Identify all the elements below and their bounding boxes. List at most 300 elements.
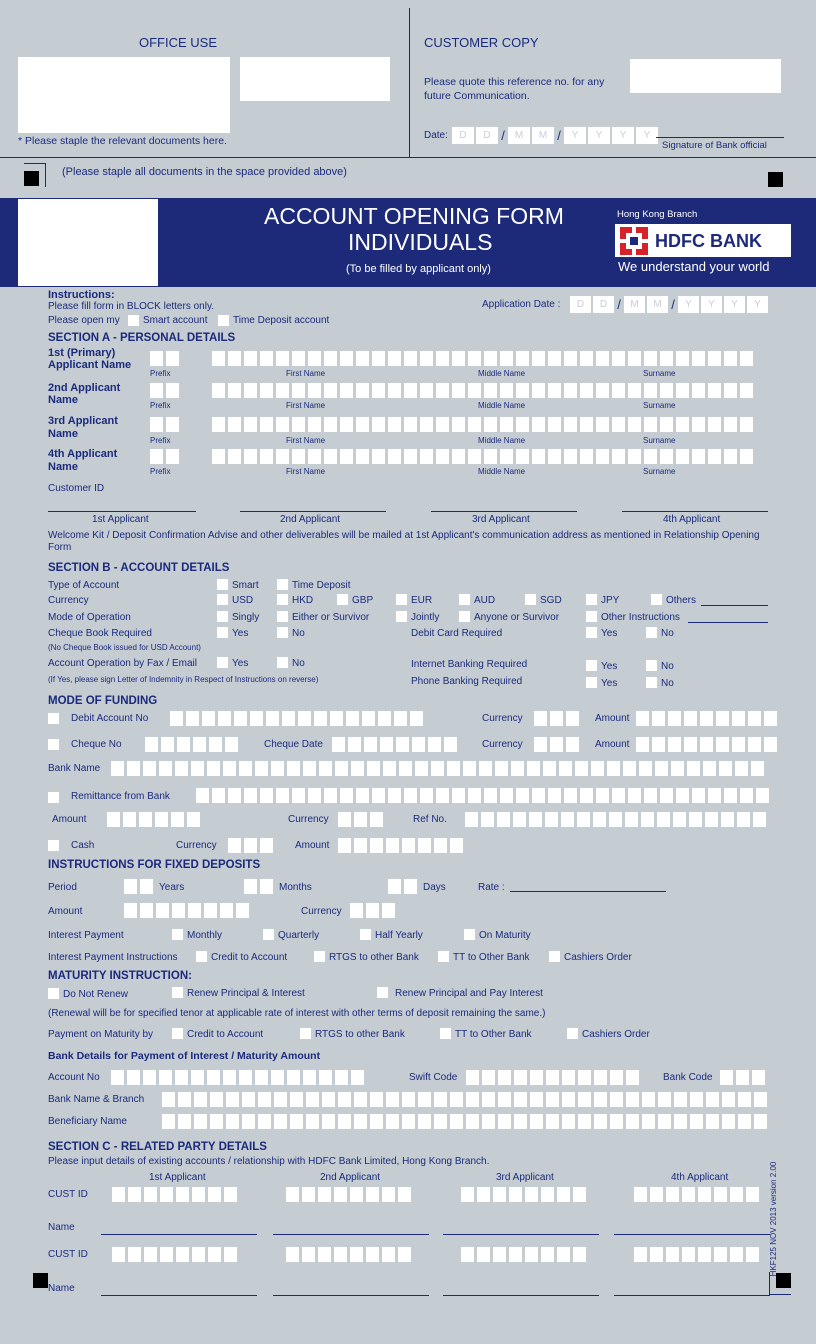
char-cell[interactable] (481, 812, 494, 827)
char-cell[interactable] (730, 1187, 743, 1202)
char-cell[interactable] (452, 788, 465, 803)
char-cell[interactable] (338, 812, 351, 827)
char-cell[interactable] (532, 788, 545, 803)
char-cell[interactable] (224, 1187, 237, 1202)
char-cell[interactable] (236, 903, 249, 918)
char-cell[interactable] (150, 417, 163, 432)
char-cell[interactable] (212, 449, 225, 464)
char-cell[interactable] (550, 711, 563, 726)
char-cell[interactable] (466, 1070, 479, 1085)
char-cell[interactable] (463, 761, 476, 776)
char-cell[interactable] (650, 1247, 663, 1262)
char-cell[interactable] (534, 711, 547, 726)
char-cell[interactable] (634, 1187, 647, 1202)
char-cell[interactable] (708, 449, 721, 464)
swift-code-cells[interactable] (466, 1070, 639, 1085)
char-cell[interactable] (350, 903, 363, 918)
char-cell[interactable] (338, 838, 351, 853)
char-cell[interactable] (545, 812, 558, 827)
remittance-amount-cells[interactable] (107, 812, 200, 827)
char-cell[interactable] (466, 1092, 479, 1107)
fax-no-checkbox[interactable] (277, 657, 288, 668)
char-cell[interactable] (176, 1247, 189, 1262)
char-cell[interactable] (722, 1114, 735, 1129)
char-cell[interactable] (192, 1247, 205, 1262)
char-cell[interactable] (399, 761, 412, 776)
char-cell[interactable] (418, 1092, 431, 1107)
char-cell[interactable] (420, 449, 433, 464)
sgd-checkbox[interactable] (525, 594, 536, 605)
char-cell[interactable] (498, 1092, 511, 1107)
char-cell[interactable] (509, 1247, 522, 1262)
char-cell[interactable] (461, 1187, 474, 1202)
char-cell[interactable] (573, 1247, 586, 1262)
other-instructions-line[interactable] (688, 622, 768, 623)
char-cell[interactable] (366, 1187, 379, 1202)
maturity-rtgs-checkbox[interactable] (300, 1028, 311, 1039)
char-cell[interactable] (660, 417, 673, 432)
char-cell[interactable] (452, 449, 465, 464)
char-cell[interactable] (420, 351, 433, 366)
char-cell[interactable] (191, 761, 204, 776)
char-cell[interactable] (652, 737, 665, 752)
char-cell[interactable] (634, 1247, 647, 1262)
date-cell[interactable]: Y (747, 296, 768, 313)
char-cell[interactable] (671, 761, 684, 776)
related-name-line-2a[interactable] (101, 1295, 257, 1296)
related-name-line-2c[interactable] (443, 1295, 599, 1296)
char-cell[interactable] (527, 761, 540, 776)
char-cell[interactable] (335, 761, 348, 776)
char-cell[interactable] (166, 449, 179, 464)
char-cell[interactable] (402, 838, 415, 853)
char-cell[interactable] (145, 737, 158, 752)
char-cell[interactable] (591, 761, 604, 776)
char-cell[interactable] (306, 1092, 319, 1107)
char-cell[interactable] (372, 417, 385, 432)
char-cell[interactable] (383, 761, 396, 776)
char-cell[interactable] (666, 1187, 679, 1202)
char-cell[interactable] (322, 1114, 335, 1129)
char-cell[interactable] (516, 351, 529, 366)
char-cell[interactable] (740, 449, 753, 464)
char-cell[interactable] (644, 449, 657, 464)
char-cell[interactable] (431, 761, 444, 776)
cheque-no-cells[interactable] (145, 737, 238, 752)
char-cell[interactable] (628, 417, 641, 432)
char-cell[interactable] (564, 417, 577, 432)
char-cell[interactable] (660, 383, 673, 398)
char-cell[interactable] (580, 417, 593, 432)
char-cell[interactable] (418, 838, 431, 853)
char-cell[interactable] (186, 711, 199, 726)
char-cell[interactable] (404, 788, 417, 803)
char-cell[interactable] (334, 1247, 347, 1262)
char-cell[interactable] (498, 1114, 511, 1129)
char-cell[interactable] (562, 1070, 575, 1085)
char-cell[interactable] (150, 351, 163, 366)
period-months-cells[interactable] (244, 879, 273, 894)
char-cell[interactable] (708, 383, 721, 398)
char-cell[interactable] (398, 1247, 411, 1262)
char-cell[interactable] (207, 1070, 220, 1085)
char-cell[interactable] (676, 417, 689, 432)
char-cell[interactable] (692, 417, 705, 432)
char-cell[interactable] (260, 788, 273, 803)
char-cell[interactable] (191, 1070, 204, 1085)
fd-currency-cells[interactable] (350, 903, 395, 918)
char-cell[interactable] (396, 737, 409, 752)
char-cell[interactable] (354, 1114, 367, 1129)
debit-card-no-checkbox[interactable] (646, 627, 657, 638)
char-cell[interactable] (318, 1187, 331, 1202)
debit-account-checkbox[interactable] (48, 713, 59, 724)
char-cell[interactable] (594, 1114, 607, 1129)
char-cell[interactable] (292, 417, 305, 432)
maturity-credit-account-checkbox[interactable] (172, 1028, 183, 1039)
char-cell[interactable] (420, 417, 433, 432)
char-cell[interactable] (721, 812, 734, 827)
char-cell[interactable] (354, 1092, 367, 1107)
anyone-survivor-checkbox[interactable] (459, 611, 470, 622)
char-cell[interactable] (479, 761, 492, 776)
char-cell[interactable] (228, 351, 241, 366)
char-cell[interactable] (318, 1247, 331, 1262)
char-cell[interactable] (223, 1070, 236, 1085)
char-cell[interactable] (228, 788, 241, 803)
remittance-currency-cells[interactable] (338, 812, 383, 827)
char-cell[interactable] (266, 711, 279, 726)
char-cell[interactable] (394, 711, 407, 726)
char-cell[interactable] (513, 812, 526, 827)
char-cell[interactable] (404, 351, 417, 366)
char-cell[interactable] (676, 449, 689, 464)
char-cell[interactable] (748, 711, 761, 726)
char-cell[interactable] (690, 1114, 703, 1129)
char-cell[interactable] (500, 788, 513, 803)
char-cell[interactable] (319, 761, 332, 776)
char-cell[interactable] (500, 449, 513, 464)
char-cell[interactable] (561, 812, 574, 827)
maturity-tt-checkbox[interactable] (440, 1028, 451, 1039)
char-cell[interactable] (250, 711, 263, 726)
char-cell[interactable] (324, 417, 337, 432)
char-cell[interactable] (162, 1114, 175, 1129)
interest-tt-checkbox[interactable] (438, 951, 449, 962)
char-cell[interactable] (162, 1092, 175, 1107)
cheque-amount-cells[interactable] (636, 737, 777, 752)
char-cell[interactable] (112, 1187, 125, 1202)
date-cell[interactable]: D (476, 127, 498, 144)
char-cell[interactable] (532, 351, 545, 366)
char-cell[interactable] (546, 1114, 559, 1129)
char-cell[interactable] (404, 449, 417, 464)
cheque-checkbox[interactable] (48, 739, 59, 750)
char-cell[interactable] (461, 1247, 474, 1262)
char-cell[interactable] (641, 812, 654, 827)
char-cell[interactable] (447, 761, 460, 776)
char-cell[interactable] (612, 351, 625, 366)
char-cell[interactable] (682, 1247, 695, 1262)
debit-currency-cells[interactable] (534, 711, 579, 726)
char-cell[interactable] (682, 1187, 695, 1202)
char-cell[interactable] (466, 1114, 479, 1129)
char-cell[interactable] (559, 761, 572, 776)
jointly-checkbox[interactable] (396, 611, 407, 622)
char-cell[interactable] (674, 1114, 687, 1129)
char-cell[interactable] (482, 1070, 495, 1085)
char-cell[interactable] (609, 812, 622, 827)
char-cell[interactable] (170, 711, 183, 726)
char-cell[interactable] (127, 1070, 140, 1085)
fax-yes-checkbox[interactable] (217, 657, 228, 668)
char-cell[interactable] (150, 383, 163, 398)
char-cell[interactable] (258, 1092, 271, 1107)
char-cell[interactable] (308, 383, 321, 398)
date-cell[interactable]: Y (724, 296, 745, 313)
char-cell[interactable] (210, 1092, 223, 1107)
char-cell[interactable] (194, 1092, 207, 1107)
char-cell[interactable] (612, 417, 625, 432)
char-cell[interactable] (516, 788, 529, 803)
cash-checkbox[interactable] (48, 840, 59, 851)
char-cell[interactable] (642, 1114, 655, 1129)
char-cell[interactable] (514, 1114, 527, 1129)
date-cell[interactable]: M (624, 296, 645, 313)
char-cell[interactable] (276, 417, 289, 432)
char-cell[interactable] (468, 788, 481, 803)
char-cell[interactable] (287, 761, 300, 776)
rate-line[interactable] (510, 891, 666, 892)
char-cell[interactable] (324, 383, 337, 398)
char-cell[interactable] (226, 1114, 239, 1129)
char-cell[interactable] (228, 383, 241, 398)
char-cell[interactable] (335, 1070, 348, 1085)
char-cell[interactable] (415, 761, 428, 776)
monthly-checkbox[interactable] (172, 929, 183, 940)
char-cell[interactable] (386, 838, 399, 853)
char-cell[interactable] (404, 383, 417, 398)
related-name-line-1d[interactable] (614, 1234, 770, 1235)
char-cell[interactable] (290, 1092, 303, 1107)
char-cell[interactable] (482, 1092, 495, 1107)
char-cell[interactable] (500, 417, 513, 432)
char-cell[interactable] (319, 1070, 332, 1085)
char-cell[interactable] (690, 1092, 703, 1107)
char-cell[interactable] (386, 1092, 399, 1107)
char-cell[interactable] (468, 383, 481, 398)
char-cell[interactable] (436, 417, 449, 432)
other-instructions-checkbox[interactable] (586, 611, 597, 622)
char-cell[interactable] (388, 383, 401, 398)
date-cell[interactable]: M (532, 127, 554, 144)
char-cell[interactable] (144, 1247, 157, 1262)
char-cell[interactable] (208, 1247, 221, 1262)
others-checkbox[interactable] (651, 594, 662, 605)
char-cell[interactable] (340, 788, 353, 803)
char-cell[interactable] (260, 879, 273, 894)
char-cell[interactable] (482, 1114, 495, 1129)
char-cell[interactable] (228, 449, 241, 464)
char-cell[interactable] (580, 383, 593, 398)
char-cell[interactable] (239, 1070, 252, 1085)
char-cell[interactable] (308, 351, 321, 366)
char-cell[interactable] (548, 417, 561, 432)
char-cell[interactable] (532, 449, 545, 464)
quarterly-checkbox[interactable] (263, 929, 274, 940)
char-cell[interactable] (700, 711, 713, 726)
related-cust-id-7-cells[interactable] (461, 1247, 586, 1262)
char-cell[interactable] (698, 1187, 711, 1202)
char-cell[interactable] (143, 761, 156, 776)
char-cell[interactable] (346, 711, 359, 726)
char-cell[interactable] (172, 903, 185, 918)
char-cell[interactable] (372, 449, 385, 464)
bank-name-cells[interactable] (111, 761, 764, 776)
char-cell[interactable] (404, 417, 417, 432)
char-cell[interactable] (404, 879, 417, 894)
time-deposit-checkbox[interactable] (277, 579, 288, 590)
char-cell[interactable] (188, 903, 201, 918)
char-cell[interactable] (434, 1114, 447, 1129)
char-cell[interactable] (724, 383, 737, 398)
char-cell[interactable] (708, 788, 721, 803)
char-cell[interactable] (239, 761, 252, 776)
char-cell[interactable] (196, 788, 209, 803)
applicant-4-name-cells[interactable] (212, 449, 753, 464)
jpy-checkbox[interactable] (586, 594, 597, 605)
char-cell[interactable] (175, 1070, 188, 1085)
char-cell[interactable] (546, 1092, 559, 1107)
char-cell[interactable] (660, 351, 673, 366)
char-cell[interactable] (274, 1114, 287, 1129)
char-cell[interactable] (628, 351, 641, 366)
customer-id-line-3[interactable] (431, 511, 577, 512)
char-cell[interactable] (350, 1247, 363, 1262)
char-cell[interactable] (234, 711, 247, 726)
smart-account-checkbox[interactable] (128, 315, 139, 326)
char-cell[interactable] (548, 383, 561, 398)
char-cell[interactable] (546, 1070, 559, 1085)
char-cell[interactable] (276, 449, 289, 464)
char-cell[interactable] (282, 711, 295, 726)
char-cell[interactable] (260, 838, 273, 853)
char-cell[interactable] (223, 761, 236, 776)
char-cell[interactable] (541, 1187, 554, 1202)
char-cell[interactable] (740, 351, 753, 366)
char-cell[interactable] (660, 449, 673, 464)
char-cell[interactable] (706, 1114, 719, 1129)
char-cell[interactable] (255, 761, 268, 776)
date-cell[interactable]: D (570, 296, 591, 313)
char-cell[interactable] (720, 1070, 733, 1085)
char-cell[interactable] (367, 761, 380, 776)
char-cell[interactable] (351, 1070, 364, 1085)
char-cell[interactable] (402, 1092, 415, 1107)
char-cell[interactable] (444, 737, 457, 752)
cheque-date-cells[interactable] (332, 737, 457, 752)
char-cell[interactable] (594, 1070, 607, 1085)
char-cell[interactable] (706, 1092, 719, 1107)
char-cell[interactable] (738, 1114, 751, 1129)
char-cell[interactable] (529, 812, 542, 827)
char-cell[interactable] (642, 1092, 655, 1107)
char-cell[interactable] (498, 1070, 511, 1085)
char-cell[interactable] (340, 449, 353, 464)
char-cell[interactable] (350, 1187, 363, 1202)
char-cell[interactable] (354, 812, 367, 827)
char-cell[interactable] (338, 1092, 351, 1107)
remittance-cells[interactable] (196, 788, 769, 803)
char-cell[interactable] (738, 1092, 751, 1107)
char-cell[interactable] (356, 383, 369, 398)
char-cell[interactable] (644, 383, 657, 398)
char-cell[interactable] (580, 788, 593, 803)
char-cell[interactable] (511, 761, 524, 776)
char-cell[interactable] (382, 1187, 395, 1202)
date-cell[interactable]: D (593, 296, 614, 313)
char-cell[interactable] (364, 737, 377, 752)
related-cust-id-8-cells[interactable] (634, 1247, 759, 1262)
char-cell[interactable] (314, 711, 327, 726)
char-cell[interactable] (372, 351, 385, 366)
internet-banking-no-checkbox[interactable] (646, 660, 657, 671)
char-cell[interactable] (139, 812, 152, 827)
char-cell[interactable] (514, 1070, 527, 1085)
char-cell[interactable] (143, 1070, 156, 1085)
char-cell[interactable] (308, 788, 321, 803)
char-cell[interactable] (207, 761, 220, 776)
char-cell[interactable] (418, 1114, 431, 1129)
date-cell[interactable]: Y (701, 296, 722, 313)
beneficiary-cells[interactable] (162, 1114, 767, 1129)
phone-banking-no-checkbox[interactable] (646, 677, 657, 688)
char-cell[interactable] (144, 1187, 157, 1202)
char-cell[interactable] (244, 383, 257, 398)
customer-id-line-4[interactable] (622, 511, 768, 512)
applicant-3-name-cells[interactable] (212, 417, 753, 432)
char-cell[interactable] (330, 711, 343, 726)
char-cell[interactable] (292, 788, 305, 803)
char-cell[interactable] (500, 351, 513, 366)
char-cell[interactable] (156, 903, 169, 918)
customer-id-line-2[interactable] (240, 511, 386, 512)
char-cell[interactable] (468, 449, 481, 464)
char-cell[interactable] (402, 1114, 415, 1129)
date-cell[interactable]: Y (678, 296, 699, 313)
char-cell[interactable] (303, 761, 316, 776)
related-cust-id-4-cells[interactable] (634, 1187, 759, 1202)
char-cell[interactable] (228, 417, 241, 432)
char-cell[interactable] (525, 1187, 538, 1202)
char-cell[interactable] (176, 1187, 189, 1202)
char-cell[interactable] (484, 449, 497, 464)
char-cell[interactable] (356, 449, 369, 464)
char-cell[interactable] (410, 711, 423, 726)
char-cell[interactable] (388, 788, 401, 803)
char-cell[interactable] (566, 711, 579, 726)
char-cell[interactable] (155, 812, 168, 827)
account-no-cells[interactable] (111, 1070, 364, 1085)
smart-checkbox[interactable] (217, 579, 228, 590)
char-cell[interactable] (298, 711, 311, 726)
char-cell[interactable] (607, 761, 620, 776)
char-cell[interactable] (286, 1187, 299, 1202)
date-cell[interactable]: Y (636, 127, 658, 144)
char-cell[interactable] (484, 417, 497, 432)
char-cell[interactable] (493, 1187, 506, 1202)
application-date-field[interactable] (570, 296, 768, 313)
